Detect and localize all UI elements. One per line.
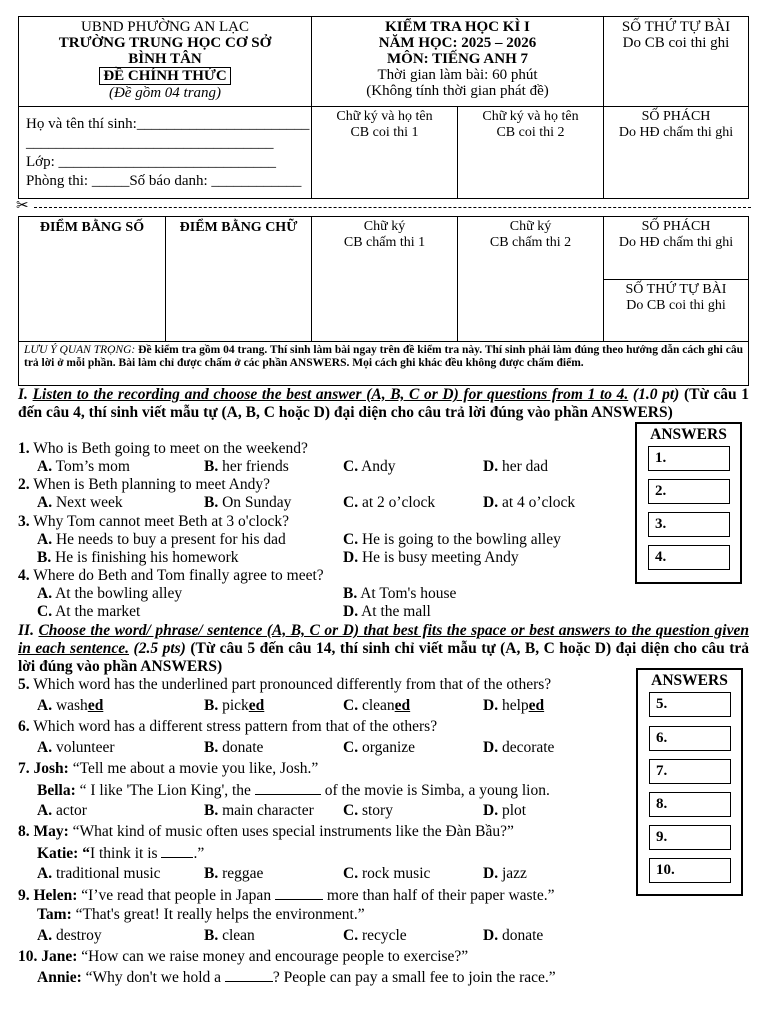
q10-speaker-1: Jane:: [41, 948, 78, 965]
question-5: [18, 676, 551, 694]
q9-line-2: “That's great! It really helps the environment.”: [71, 906, 365, 923]
part1-points: (1.0 pt): [632, 386, 680, 403]
part2-answers-box: [636, 668, 743, 896]
q9-reply: [37, 906, 365, 924]
q4-option-a[interactable]: A. At the bowling alley: [37, 585, 183, 602]
q9-option-c[interactable]: C. recycle: [343, 927, 407, 944]
q7-option-a[interactable]: A. actor: [37, 802, 87, 819]
important-note: [19, 341, 748, 385]
q8-line-1: “What kind of music often uses special instruments like the Đàn Bầu?”: [68, 823, 514, 840]
phach-note: Do HĐ chấm thi ghi: [618, 125, 734, 140]
school-district: BÌNH TÂN: [128, 51, 202, 67]
question-10: [18, 948, 468, 966]
q8-reply: [37, 844, 204, 863]
q1-option-a[interactable]: A. Tom’s mom: [37, 458, 130, 475]
part1-answers-title: ANSWERS: [650, 426, 727, 443]
q2-option-d[interactable]: D. at 4 o’clock: [483, 494, 576, 511]
question-9: [18, 886, 555, 905]
q3-option-a[interactable]: A. He needs to buy a present for his dad: [37, 531, 286, 548]
proctor2-role: CB coi thi 2: [496, 125, 565, 140]
q9-option-b[interactable]: B. clean: [204, 927, 255, 944]
q6-option-b[interactable]: B. donate: [204, 739, 264, 756]
dashed-divider: [34, 207, 751, 208]
official-exam-label: ĐỀ CHÍNH THỨC: [99, 67, 230, 85]
scissors-icon: ✂: [16, 200, 29, 214]
grader1-role: CB chấm thi 1: [343, 235, 426, 250]
q7-line-2a: “ I like 'The Lion King', the: [75, 782, 255, 799]
answer-slot-1[interactable]: 1.: [648, 446, 730, 471]
question-3: [18, 513, 289, 531]
paper-number-box: [604, 17, 748, 107]
answer-slot-7[interactable]: 7.: [649, 759, 731, 784]
paper-number-note: Do CB coi thi ghi: [622, 35, 730, 51]
q2-option-a[interactable]: A. Next week: [37, 494, 123, 511]
time-limit: Thời gian làm bài: 60 phút: [377, 67, 538, 83]
q9-speaker-1: Helen:: [33, 887, 78, 904]
part1-number: I.: [18, 386, 28, 403]
q7-option-c[interactable]: C. story: [343, 802, 393, 819]
q1-text: Who is Beth going to meet on the weekend?: [29, 440, 308, 457]
q7-option-b[interactable]: B. main character: [204, 802, 314, 819]
exam-title: KIỂM TRA HỌC KÌ I: [385, 19, 530, 35]
q9-option-a[interactable]: A. destroy: [37, 927, 102, 944]
student-name-field-2[interactable]: _________________________________: [26, 135, 274, 151]
proctor1-role: CB coi thi 1: [350, 125, 419, 140]
student-name-field[interactable]: Họ và tên thí sinh:_______________________: [26, 116, 310, 132]
q1-option-c[interactable]: C. Andy: [343, 458, 396, 475]
proctor2-signature: [458, 107, 604, 198]
q1-option-b[interactable]: B. her friends: [204, 458, 289, 475]
grader2-label: Chữ ký: [509, 219, 552, 234]
time-note: (Không tính thời gian phát đề): [366, 83, 549, 99]
part1-heading: [18, 386, 749, 422]
q4-option-b[interactable]: B. At Tom's house: [343, 585, 457, 602]
q4-number: 4.: [18, 567, 30, 584]
q6-option-c[interactable]: C. organize: [343, 739, 416, 756]
grader2-role: CB chấm thi 2: [489, 235, 572, 250]
q7-option-d[interactable]: D. plot: [483, 802, 527, 819]
note-label: LƯU Ý QUAN TRỌNG:: [24, 344, 136, 356]
q4-option-d[interactable]: D. At the mall: [343, 603, 431, 620]
page-count: (Đề gồm 04 trang): [108, 85, 222, 101]
q2-option-c[interactable]: C. at 2 o’clock: [343, 494, 436, 511]
grader2-cell: [458, 217, 604, 341]
part2-points: (2.5 pts): [133, 640, 186, 657]
q2-text: When is Beth planning to meet Andy?: [29, 476, 270, 493]
q6-number: 6.: [18, 718, 30, 735]
grader1-label: Chữ ký: [363, 219, 406, 234]
q3-option-d[interactable]: D. He is busy meeting Andy: [343, 549, 519, 566]
q3-option-c[interactable]: C. He is going to the bowling alley: [343, 531, 561, 548]
q9-blank: [275, 886, 323, 900]
q1-option-d[interactable]: D. her dad: [483, 458, 548, 475]
q9-speaker-2: Tam:: [37, 906, 72, 923]
q8-blank: [161, 844, 193, 858]
ward-name: UBND PHƯỜNG AN LẠC: [81, 19, 249, 35]
score-number-cell: ĐIỂM BẰNG SỐ: [19, 217, 166, 341]
score-stt-cell: [604, 280, 748, 341]
score-stt-note: Do CB coi thi ghi: [626, 298, 726, 313]
answer-slot-2[interactable]: 2.: [648, 479, 730, 504]
q6-option-d[interactable]: D. decorate: [483, 739, 555, 756]
q9-line-1b: more than half of their paper waste.”: [322, 887, 555, 904]
phach-box: [604, 107, 748, 198]
q8-option-d[interactable]: D. jazz: [483, 865, 527, 882]
q7-blank: [255, 781, 321, 795]
answer-slot-6[interactable]: 6.: [649, 726, 731, 751]
part2-instruction: (Từ câu 5 đến câu 14, thí sinh chỉ viết mẫu tự (A, B, C hoặc D) đại diện cho câu trả lời đúng vào phần ANSWERS): [18, 640, 750, 675]
q10-reply: [37, 968, 556, 987]
part1-title: Listen to the recording and choose the best answer (A, B, C or D) for questions from 1 to 4.: [32, 386, 629, 403]
q5-option-d[interactable]: D. helped: [483, 697, 545, 714]
school-year: NĂM HỌC: 2025 – 2026: [378, 35, 537, 51]
cut-line: [16, 200, 751, 214]
q1-number: 1.: [18, 440, 30, 457]
q7-speaker-1: Josh:: [33, 760, 69, 777]
q9-option-d[interactable]: D. donate: [483, 927, 544, 944]
part1-answers-box: [635, 422, 742, 584]
part2-answers-title: ANSWERS: [651, 672, 728, 689]
q8-number: 8.: [18, 823, 30, 840]
part1-instruction: (Từ câu 1 đến câu 4, thí sinh viết mẫu tự (A, B, C hoặc D) đại diện cho câu trả lời đúng vào phần ANSWERS): [18, 386, 750, 421]
q7-number: 7.: [18, 760, 30, 777]
q8-speaker-2: Katie:: [37, 845, 79, 862]
q5-text: Which word has the underlined part pronounced differently from that of the others?: [29, 676, 552, 693]
q10-blank: [225, 968, 273, 982]
q3-option-b[interactable]: B. He is finishing his homework: [37, 549, 239, 566]
proctor1-label: Chữ ký và họ tên: [336, 109, 433, 124]
q5-option-b[interactable]: B. picked: [204, 697, 265, 714]
q7-reply: [37, 781, 550, 800]
q10-line-2a: “Why don't we hold a: [81, 969, 225, 986]
student-room-field[interactable]: Phòng thi: _____Số báo danh: ____________: [26, 173, 302, 189]
subject: MÔN: TIẾNG ANH 7: [387, 51, 528, 67]
score-table: [18, 216, 749, 386]
q4-option-c[interactable]: C. At the market: [37, 603, 141, 620]
q10-line-1: “How can we raise money and encourage people to exercise?”: [77, 948, 469, 965]
answer-slot-9[interactable]: 9.: [649, 825, 731, 850]
q10-number: 10.: [18, 948, 38, 965]
score-phach-label: SỐ PHÁCH: [641, 219, 711, 234]
q7-line-2b: of the movie is Simba, a young lion.: [320, 782, 550, 799]
student-class-field[interactable]: Lớp: _____________________________: [26, 154, 277, 170]
q8-quote: “: [78, 845, 90, 862]
paper-number-label: SỐ THỨ TỰ BÀI: [621, 19, 731, 35]
score-phach-note: Do HĐ chấm thi ghi: [618, 235, 734, 250]
part2-number: II.: [18, 622, 34, 639]
q8-line-2a: I think it is: [89, 845, 162, 862]
phach-label: SỐ PHÁCH: [641, 109, 711, 124]
grader1-cell: [312, 217, 458, 341]
school-name: TRƯỜNG TRUNG HỌC CƠ SỞ: [58, 35, 272, 51]
answer-slot-5[interactable]: 5.: [649, 692, 731, 717]
exam-header-table: [18, 16, 749, 199]
q7-speaker-2: Bella:: [37, 782, 76, 799]
q4-text: Where do Beth and Tom finally agree to meet?: [29, 567, 324, 584]
q3-number: 3.: [18, 513, 30, 530]
q2-number: 2.: [18, 476, 30, 493]
q9-line-1a: “I’ve read that people in Japan: [77, 887, 275, 904]
question-2: [18, 476, 270, 494]
question-6: [18, 718, 437, 736]
q5-number: 5.: [18, 676, 30, 693]
q10-speaker-2: Annie:: [37, 969, 82, 986]
q8-option-c[interactable]: C. rock music: [343, 865, 431, 882]
question-7: [18, 760, 318, 778]
exam-info: [312, 17, 604, 107]
q5-option-a[interactable]: A. washed: [37, 697, 104, 714]
question-8: [18, 823, 514, 841]
q2-option-b[interactable]: B. On Sunday: [204, 494, 292, 511]
student-info: [19, 107, 312, 198]
q9-number: 9.: [18, 887, 30, 904]
proctor1-signature: [312, 107, 458, 198]
answer-slot-3[interactable]: 3.: [648, 512, 730, 537]
question-1: [18, 440, 308, 458]
question-4: [18, 567, 324, 585]
q10-line-2b: ? People can pay a small fee to join the race.”: [272, 969, 556, 986]
q8-option-b[interactable]: B. reggae: [204, 865, 264, 882]
school-info: [19, 17, 312, 107]
q5-option-c[interactable]: C. cleaned: [343, 697, 411, 714]
proctor2-label: Chữ ký và họ tên: [482, 109, 579, 124]
q8-line-2b: .”: [193, 845, 205, 862]
q3-text: Why Tom cannot meet Beth at 3 o'clock?: [29, 513, 290, 530]
score-phach-cell: [604, 217, 748, 280]
score-word-cell: ĐIỂM BẰNG CHỮ: [166, 217, 312, 341]
q7-line-1: “Tell me about a movie you like, Josh.”: [68, 760, 319, 777]
answer-slot-4[interactable]: 4.: [648, 545, 730, 570]
part2-title: Choose the word/ phrase/ sentence (A, B, C or D) that best fits the space or best answers to the question given in each sentence.: [18, 622, 749, 657]
answer-slot-8[interactable]: 8.: [649, 792, 731, 817]
q6-text: Which word has a different stress pattern from that of the others?: [29, 718, 438, 735]
q6-option-a[interactable]: A. volunteer: [37, 739, 115, 756]
q8-speaker-1: May:: [33, 823, 69, 840]
note-text: Đề kiểm tra gồm 04 trang. Thí sinh làm bài ngay trên đề kiểm tra này. Thí sinh phải làm đúng theo hướng dẫn cách ghi câu trả lời ở mỗi phần. Bài làm chỉ được chấm ở các phần ANSWERS. Mọi cách ghi khác đều không được chấm điểm.: [24, 344, 743, 369]
score-stt-label: SỐ THỨ TỰ BÀI: [625, 282, 727, 297]
answer-slot-10[interactable]: 10.: [649, 858, 731, 883]
q8-option-a[interactable]: A. traditional music: [37, 865, 161, 882]
